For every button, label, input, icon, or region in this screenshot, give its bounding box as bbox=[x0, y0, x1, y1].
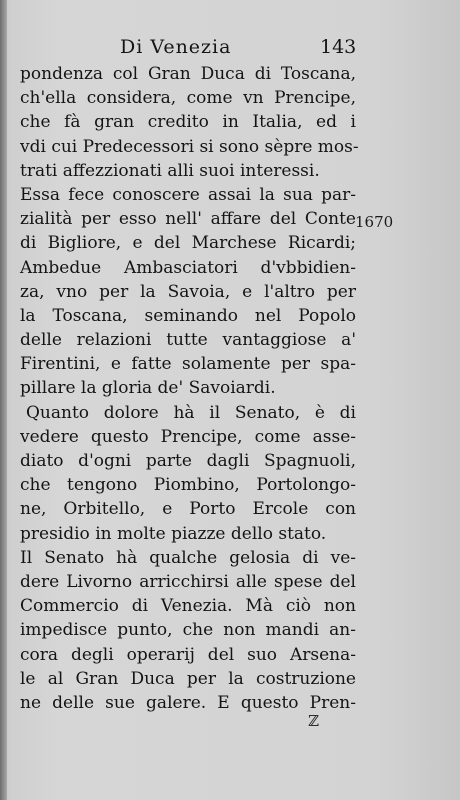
page-header bbox=[120, 36, 410, 64]
text-line: dere Livorno arricchirsi alle spese del bbox=[20, 571, 356, 592]
text-line: vdi cui Predecessori si sono sèpre mos- bbox=[20, 136, 359, 157]
text-line: ne delle sue galere. E questo Pren- bbox=[20, 692, 356, 713]
text-line: cora degli operarij del suo Arsena- bbox=[20, 644, 356, 665]
text-line: Quanto dolore hà il Senato, è di bbox=[26, 402, 356, 423]
margin-year-note: 1670 bbox=[355, 213, 394, 231]
text-line: Essa fece conoscere assai la sua par- bbox=[20, 184, 356, 205]
text-line: Firentini, e fatte solamente per spa- bbox=[20, 354, 356, 375]
text-line: ch'ella considera, come vn Prencipe, bbox=[20, 88, 356, 109]
text-line: Il Senato hà qualche gelosia di ve- bbox=[20, 547, 356, 568]
text-line: pillare la gloria de' Savoiardi. bbox=[20, 378, 276, 399]
text-line: vedere questo Prencipe, come asse- bbox=[20, 426, 356, 447]
text-line: za, vno per la Savoia, e l'altro per bbox=[20, 281, 356, 302]
text-line: impedisce punto, che non mandi an- bbox=[20, 620, 356, 641]
text-line: la Toscana, seminando nel Popolo bbox=[20, 305, 356, 326]
text-line: presidio in molte piazze dello stato. bbox=[20, 523, 327, 544]
text-line: delle relazioni tutte vantaggiose a' bbox=[20, 330, 356, 351]
text-line: zialità per esso nell' affare del Conte bbox=[20, 209, 356, 230]
text-line: Ambedue Ambasciatori d'vbbidien- bbox=[20, 257, 356, 278]
running-title: Di Venezia bbox=[120, 36, 232, 58]
text-line: Commercio di Venezia. Mà ciò non bbox=[20, 596, 356, 617]
page-number: 143 bbox=[320, 36, 357, 58]
body-text bbox=[20, 62, 359, 715]
text-line: che tengono Piombino, Portolongo- bbox=[20, 475, 356, 496]
signature-mark: ℤ bbox=[308, 712, 319, 730]
text-line: pondenza col Gran Duca di Toscana, bbox=[20, 64, 356, 84]
text-line: trati affezzionati alli suoi interessi. bbox=[20, 160, 320, 181]
text-line: le al Gran Duca per la costruzione bbox=[20, 668, 356, 689]
text-line: ne, Orbitello, e Porto Ercole con bbox=[20, 499, 356, 520]
book-spine-shadow bbox=[0, 0, 7, 800]
text-line: di Bigliore, e del Marchese Ricardi; bbox=[20, 233, 356, 254]
text-line: diato d'ogni parte dagli Spagnuoli, bbox=[20, 451, 356, 471]
text-line: che fà gran credito in Italia, ed i bbox=[20, 112, 356, 133]
